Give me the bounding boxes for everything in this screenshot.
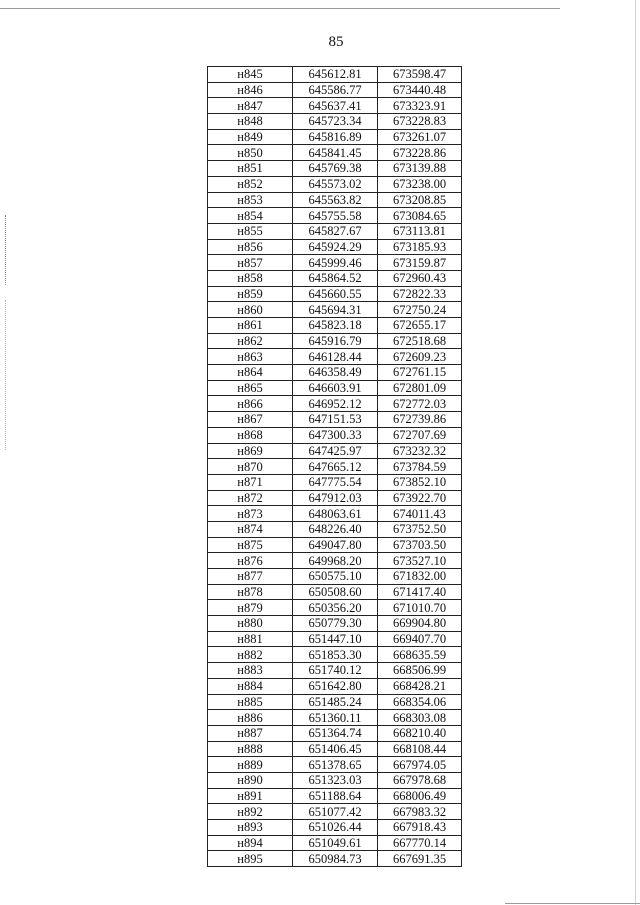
x-coordinate-cell: 647151.53 [293, 412, 378, 428]
point-id-cell: н853 [208, 192, 293, 208]
x-coordinate-cell: 646358.49 [293, 365, 378, 381]
table-row [208, 427, 462, 443]
table-row [208, 176, 462, 192]
point-id-cell: н849 [208, 129, 293, 145]
table-row [208, 506, 462, 522]
right-page-edge [635, 0, 636, 905]
y-coordinate-cell: 673113.81 [378, 223, 462, 239]
x-coordinate-cell: 645723.34 [293, 114, 378, 130]
y-coordinate-cell: 672750.24 [378, 302, 462, 318]
point-id-cell: н892 [208, 804, 293, 820]
y-coordinate-cell: 673139.88 [378, 161, 462, 177]
point-id-cell: н885 [208, 694, 293, 710]
point-id-cell: н852 [208, 176, 293, 192]
table-row [208, 67, 462, 83]
x-coordinate-cell: 651188.64 [293, 788, 378, 804]
y-coordinate-cell: 672801.09 [378, 380, 462, 396]
point-id-cell: н894 [208, 835, 293, 851]
x-coordinate-cell: 651026.44 [293, 820, 378, 836]
table-row [208, 537, 462, 553]
y-coordinate-cell: 674011.43 [378, 506, 462, 522]
y-coordinate-cell: 673238.00 [378, 176, 462, 192]
x-coordinate-cell: 647775.54 [293, 474, 378, 490]
y-coordinate-cell: 673228.83 [378, 114, 462, 130]
point-id-cell: н884 [208, 678, 293, 694]
y-coordinate-cell: 667978.68 [378, 772, 462, 788]
y-coordinate-cell: 673261.07 [378, 129, 462, 145]
table-row [208, 396, 462, 412]
coordinates-table-body [208, 67, 462, 867]
table-row [208, 741, 462, 757]
y-coordinate-cell: 672761.15 [378, 365, 462, 381]
x-coordinate-cell: 645864.52 [293, 270, 378, 286]
table-row [208, 553, 462, 569]
y-coordinate-cell: 668210.40 [378, 725, 462, 741]
table-row [208, 569, 462, 585]
x-coordinate-cell: 651378.65 [293, 757, 378, 773]
point-id-cell: н855 [208, 223, 293, 239]
point-id-cell: н878 [208, 584, 293, 600]
x-coordinate-cell: 650779.30 [293, 616, 378, 632]
x-coordinate-cell: 645612.81 [293, 67, 378, 83]
y-coordinate-cell: 673922.70 [378, 490, 462, 506]
point-id-cell: н847 [208, 98, 293, 114]
x-coordinate-cell: 650356.20 [293, 600, 378, 616]
table-row [208, 239, 462, 255]
coordinates-table [207, 66, 462, 867]
table-row [208, 412, 462, 428]
x-coordinate-cell: 645637.41 [293, 98, 378, 114]
point-id-cell: н866 [208, 396, 293, 412]
x-coordinate-cell: 648226.40 [293, 521, 378, 537]
x-coordinate-cell: 651447.10 [293, 631, 378, 647]
x-coordinate-cell: 645769.38 [293, 161, 378, 177]
table-row [208, 490, 462, 506]
y-coordinate-cell: 673208.85 [378, 192, 462, 208]
table-row [208, 129, 462, 145]
table-row [208, 474, 462, 490]
y-coordinate-cell: 667918.43 [378, 820, 462, 836]
y-coordinate-cell: 671010.70 [378, 600, 462, 616]
y-coordinate-cell: 673084.65 [378, 208, 462, 224]
x-coordinate-cell: 645694.31 [293, 302, 378, 318]
y-coordinate-cell: 673527.10 [378, 553, 462, 569]
point-id-cell: н861 [208, 318, 293, 334]
table-row [208, 208, 462, 224]
point-id-cell: н851 [208, 161, 293, 177]
table-row [208, 835, 462, 851]
x-coordinate-cell: 651360.11 [293, 710, 378, 726]
y-coordinate-cell: 672609.23 [378, 349, 462, 365]
point-id-cell: н865 [208, 380, 293, 396]
table-row [208, 349, 462, 365]
point-id-cell: н856 [208, 239, 293, 255]
x-coordinate-cell: 645563.82 [293, 192, 378, 208]
point-id-cell: н860 [208, 302, 293, 318]
point-id-cell: н854 [208, 208, 293, 224]
table-row [208, 851, 462, 867]
point-id-cell: н848 [208, 114, 293, 130]
x-coordinate-cell: 647300.33 [293, 427, 378, 443]
point-id-cell: н864 [208, 365, 293, 381]
x-coordinate-cell: 645573.02 [293, 176, 378, 192]
table-row [208, 318, 462, 334]
table-row [208, 725, 462, 741]
x-coordinate-cell: 651049.61 [293, 835, 378, 851]
point-id-cell: н886 [208, 710, 293, 726]
point-id-cell: н891 [208, 788, 293, 804]
table-row [208, 443, 462, 459]
point-id-cell: н862 [208, 333, 293, 349]
point-id-cell: н873 [208, 506, 293, 522]
table-row [208, 365, 462, 381]
point-id-cell: н881 [208, 631, 293, 647]
point-id-cell: н846 [208, 82, 293, 98]
y-coordinate-cell: 667691.35 [378, 851, 462, 867]
table-row [208, 255, 462, 271]
x-coordinate-cell: 647425.97 [293, 443, 378, 459]
table-row [208, 286, 462, 302]
table-row [208, 380, 462, 396]
point-id-cell: н876 [208, 553, 293, 569]
y-coordinate-cell: 672655.17 [378, 318, 462, 334]
point-id-cell: н871 [208, 474, 293, 490]
x-coordinate-cell: 649047.80 [293, 537, 378, 553]
point-id-cell: н850 [208, 145, 293, 161]
table-row [208, 600, 462, 616]
y-coordinate-cell: 673440.48 [378, 82, 462, 98]
y-coordinate-cell: 669904.80 [378, 616, 462, 632]
point-id-cell: н870 [208, 459, 293, 475]
y-coordinate-cell: 668303.08 [378, 710, 462, 726]
y-coordinate-cell: 673323.91 [378, 98, 462, 114]
y-coordinate-cell: 669407.70 [378, 631, 462, 647]
table-row [208, 145, 462, 161]
table-row [208, 161, 462, 177]
table-row [208, 616, 462, 632]
point-id-cell: н858 [208, 270, 293, 286]
table-row [208, 223, 462, 239]
y-coordinate-cell: 672960.43 [378, 270, 462, 286]
point-id-cell: н877 [208, 569, 293, 585]
top-scan-rule [0, 8, 560, 9]
point-id-cell: н890 [208, 772, 293, 788]
y-coordinate-cell: 671832.00 [378, 569, 462, 585]
point-id-cell: н879 [208, 600, 293, 616]
y-coordinate-cell: 672707.69 [378, 427, 462, 443]
point-id-cell: н869 [208, 443, 293, 459]
table-row [208, 710, 462, 726]
x-coordinate-cell: 645816.89 [293, 129, 378, 145]
table-row [208, 820, 462, 836]
point-id-cell: н863 [208, 349, 293, 365]
x-coordinate-cell: 649968.20 [293, 553, 378, 569]
point-id-cell: н887 [208, 725, 293, 741]
table-row [208, 804, 462, 820]
y-coordinate-cell: 668354.06 [378, 694, 462, 710]
table-row [208, 459, 462, 475]
y-coordinate-cell: 672518.68 [378, 333, 462, 349]
y-coordinate-cell: 673232.32 [378, 443, 462, 459]
page-number: 85 [328, 34, 344, 50]
point-id-cell: н875 [208, 537, 293, 553]
x-coordinate-cell: 648063.61 [293, 506, 378, 522]
x-coordinate-cell: 651364.74 [293, 725, 378, 741]
y-coordinate-cell: 667770.14 [378, 835, 462, 851]
point-id-cell: н868 [208, 427, 293, 443]
table-row [208, 678, 462, 694]
y-coordinate-cell: 673784.59 [378, 459, 462, 475]
x-coordinate-cell: 651642.80 [293, 678, 378, 694]
left-margin-marks-lower [5, 300, 8, 450]
x-coordinate-cell: 645999.46 [293, 255, 378, 271]
y-coordinate-cell: 672772.03 [378, 396, 462, 412]
x-coordinate-cell: 647912.03 [293, 490, 378, 506]
table-row [208, 663, 462, 679]
y-coordinate-cell: 673185.93 [378, 239, 462, 255]
y-coordinate-cell: 673752.50 [378, 521, 462, 537]
y-coordinate-cell: 667983.32 [378, 804, 462, 820]
table-row [208, 82, 462, 98]
y-coordinate-cell: 673703.50 [378, 537, 462, 553]
x-coordinate-cell: 650575.10 [293, 569, 378, 585]
x-coordinate-cell: 651740.12 [293, 663, 378, 679]
y-coordinate-cell: 673852.10 [378, 474, 462, 490]
x-coordinate-cell: 650984.73 [293, 851, 378, 867]
point-id-cell: н874 [208, 521, 293, 537]
x-coordinate-cell: 645660.55 [293, 286, 378, 302]
table-row [208, 114, 462, 130]
y-coordinate-cell: 668108.44 [378, 741, 462, 757]
table-row [208, 788, 462, 804]
table-row [208, 521, 462, 537]
x-coordinate-cell: 651406.45 [293, 741, 378, 757]
y-coordinate-cell: 672822.33 [378, 286, 462, 302]
y-coordinate-cell: 672739.86 [378, 412, 462, 428]
point-id-cell: н845 [208, 67, 293, 83]
point-id-cell: н893 [208, 820, 293, 836]
y-coordinate-cell: 673159.87 [378, 255, 462, 271]
point-id-cell: н857 [208, 255, 293, 271]
x-coordinate-cell: 651323.03 [293, 772, 378, 788]
table-row [208, 647, 462, 663]
x-coordinate-cell: 645841.45 [293, 145, 378, 161]
x-coordinate-cell: 651853.30 [293, 647, 378, 663]
x-coordinate-cell: 651485.24 [293, 694, 378, 710]
y-coordinate-cell: 671417.40 [378, 584, 462, 600]
point-id-cell: н883 [208, 663, 293, 679]
table-row [208, 631, 462, 647]
y-coordinate-cell: 668506.99 [378, 663, 462, 679]
point-id-cell: н882 [208, 647, 293, 663]
x-coordinate-cell: 646952.12 [293, 396, 378, 412]
table-row [208, 98, 462, 114]
table-row [208, 192, 462, 208]
x-coordinate-cell: 645924.29 [293, 239, 378, 255]
point-id-cell: н872 [208, 490, 293, 506]
point-id-cell: н895 [208, 851, 293, 867]
table-row [208, 302, 462, 318]
point-id-cell: н859 [208, 286, 293, 302]
bottom-scan-rule [505, 903, 640, 904]
x-coordinate-cell: 650508.60 [293, 584, 378, 600]
left-margin-marks [5, 215, 8, 285]
y-coordinate-cell: 673228.86 [378, 145, 462, 161]
x-coordinate-cell: 645827.67 [293, 223, 378, 239]
y-coordinate-cell: 668006.49 [378, 788, 462, 804]
y-coordinate-cell: 673598.47 [378, 67, 462, 83]
table-row [208, 772, 462, 788]
table-row [208, 694, 462, 710]
point-id-cell: н880 [208, 616, 293, 632]
x-coordinate-cell: 645916.79 [293, 333, 378, 349]
x-coordinate-cell: 645586.77 [293, 82, 378, 98]
table-row [208, 333, 462, 349]
table-row [208, 584, 462, 600]
table-row [208, 270, 462, 286]
point-id-cell: н867 [208, 412, 293, 428]
x-coordinate-cell: 645823.18 [293, 318, 378, 334]
x-coordinate-cell: 651077.42 [293, 804, 378, 820]
point-id-cell: н888 [208, 741, 293, 757]
table-row [208, 757, 462, 773]
y-coordinate-cell: 667974.05 [378, 757, 462, 773]
x-coordinate-cell: 647665.12 [293, 459, 378, 475]
x-coordinate-cell: 646128.44 [293, 349, 378, 365]
x-coordinate-cell: 646603.91 [293, 380, 378, 396]
y-coordinate-cell: 668635.59 [378, 647, 462, 663]
x-coordinate-cell: 645755.58 [293, 208, 378, 224]
y-coordinate-cell: 668428.21 [378, 678, 462, 694]
point-id-cell: н889 [208, 757, 293, 773]
